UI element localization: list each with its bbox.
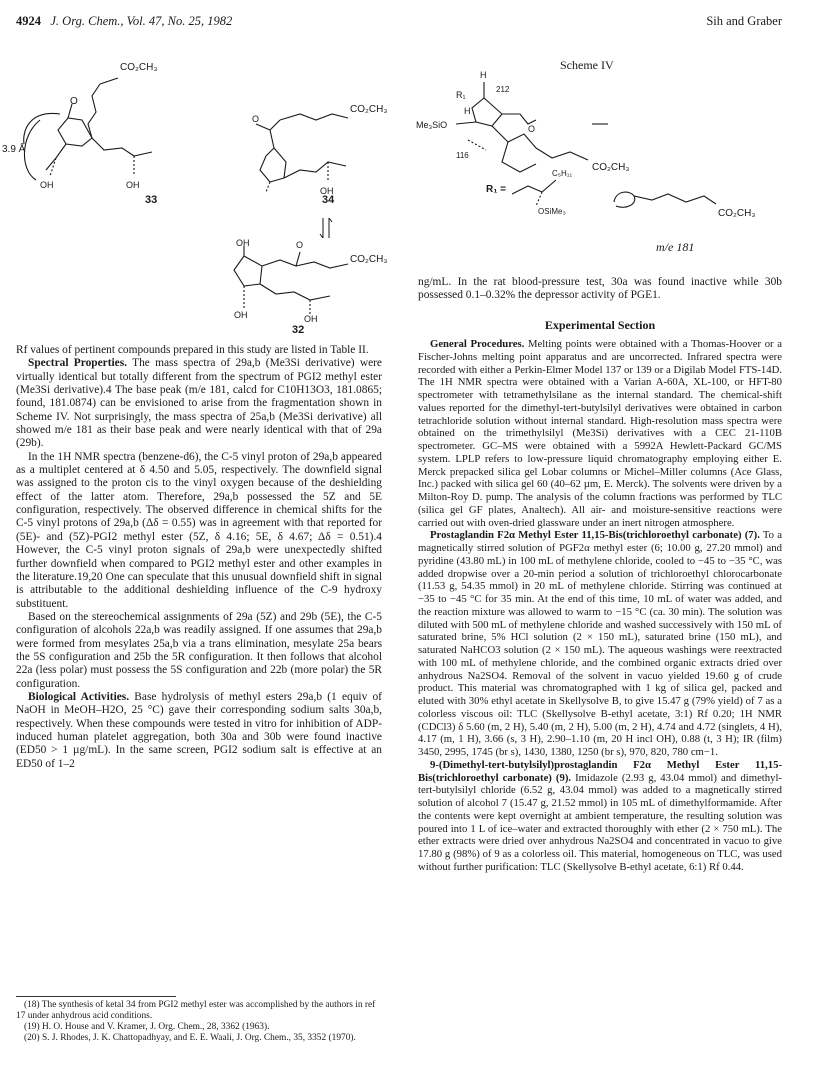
footnotes [16,1000,382,1044]
right-column [418,276,782,874]
ester-label: CO₂CH₃ [350,254,388,265]
h-label: H [464,106,471,116]
scheme-title: Scheme IV [560,58,614,72]
structure-33 [0,40,170,210]
compound-33-label: 33 [145,194,158,206]
structure-34 [220,90,410,200]
fragment-mass-label: m/e 181 [656,240,695,254]
running-header [16,14,232,29]
tms-ether-label: OSiMe₃ [538,207,566,216]
compound-32-label: 32 [292,324,305,336]
ring-oxygen-label: O [70,96,78,107]
paragraph [16,691,382,771]
mass-fragment-116: 116 [456,151,469,160]
r1-label: R₁ [456,90,466,100]
compound-34-label: 34 [322,194,335,206]
footnote: (20) S. J. Rhodes, J. K. Chattopadhyay, and E. E. Waali, J. Org. Chem., 35, 3352 (1970). [24,1033,356,1043]
ring-oxygen-label: O [252,114,260,124]
oh-label: OH [40,180,54,190]
r1-definition-label: R₁ = [486,184,506,195]
paragraph [418,338,782,529]
scheme-iv-structure [416,68,796,226]
paragraph-text: Melting points were obtained with a Thomas-Hoover or a Fischer-Johns melting point apparatus and are uncorrected. Infrared spectra were recorded with either a Perkin-Elmer Model 137 or 139 or a Digilab Model FTS-14D. The 1H NMR spectra were obtained with a Varian A-60A, XL-100, or HFT-80 spectrometer with tetramethylsilane as the internal standard. The chemical-shift values reported for the dimethyl-tert-butylsilyl derivatives were obtained in carbon tetrachloride solution without internal standard. High-resolution mass spectra were obtained on the trimethylsilyl (Me3Si) derivatives with a CEC 21-110B spectrometer. GC–MS were obtained with a 5992A Hewlett-Packard GC/MS system. LPLP refers to low-pressure liquid chromatography employing either E. Merck prepacked silica gel Lobar columns or Michel–Miller columns (Ace Glass, Inc.) packed with silica gel 60 (40–62 µm, E. Merck). The solvents were driven by a Milton-Roy D. pump. The analysis of the column fractions was performed by TLC (silica gel GF plates, Analtech). All air- and moisture-sensitive reactions were carried out with oven-dried glassware under an inert nitrogen atmosphere. [418,338,782,529]
paragraph: In the 1H NMR spectra (benzene-d6), the C-5 vinyl proton of 29a,b appeared as a multiplet centered at δ 4.50 and 5.05, respectively. The downfield signal was assigned to the proton cis to the vinyl oxygen because of the deshielding effect of the latter atom. Therefore, 29a,b possessed the 5Z and 5E configuration, respectively. The observed difference in chemical shifts for the C-5 vinyl protons of 29a,b (Δδ = 0.55) was in agreement with that reported for (5E)- and (5Z)-PGI2 methyl ester (5Z, δ 4.16; 5E, δ 4.67; Δδ = 0.51).4 However, the C-5 vinyl proton signals of 29a,b were unexpectedly shifted further downfield when compared to PGI2 methyl ester and other examples in the literature.19,20 One can speculate that this unusual downfield shift in signal is attributable to the additional deshielding influence of the C-9 hydroxy substituent. [16,450,382,610]
oh-label: OH [126,180,140,190]
ketone-oxygen-label: O [296,240,304,250]
journal-citation: J. Org. Chem., Vol. 47, No. 25, 1982 [50,14,233,28]
page-number: 4924 [16,14,41,28]
structure-32 [218,236,408,326]
oh-label: OH [234,310,248,320]
h-label: H [480,70,487,80]
paragraph-text: To a magnetically stirred solution of PGF2α methyl ester (6; 10.00 g, 27.20 mmol) and pyridine (43.80 mL) in 100 mL of methylene chloride, cooled to −45 to −35 °C, was added dropwise over a 20-min period a solution of trichloroethyl chlorocarbonate (11.53 g, 54.35 mmol) in 20 mL of methylene chloride. Stirring was continued at −35 to −45 °C for 35 min. At the end of this time, 10 mL of water was added, and the reaction mixture was allowed to warm to −15 °C (ca. 30 min). The solution was diluted with 500 mL of methylene chloride and washed successively with 150 mL of saturated brine, 5% HCl solution (2 × 150 mL), saturated brine (150 mL), and saturated NaHCO3 solution (2 × 150 mL). The aqueous washings were reextracted with 100 mL of methylene chloride, and the combined organic extracts dried over anhydrous Na2SO4. Removal of the solvent in vacuo yielded 19.60 g of crude product. This material was chromatographed with 1 kg of silica gel, packed and eluted with 30% ethyl acetate in Skellysolve B, to give 15.47 g (79% yield) of 7 as a colorless viscous oil: TLC (Skellysolve B-ethyl acetate, 3:1) Rf 0.20; 1H NMR (CDCl3) δ 5.60 (m, 2 H), 5.40 (m, 2 H), 5.00 (m, 2 H), 4.74 and 4.72 (singlets, 4 H), 4.17 (m, 1 H), 3.66 (s, 3 H), 2.90–1.10 (m, 20 H incl OH), 0.88 (t, 3 H); IR (film) 3450, 2995, 1745 (br s), 1430, 1380, 1250 (br s), 970, 820, 780 cm−1. [418,529,782,759]
oh-label: OH [320,186,334,196]
oh-label: OH [304,314,318,324]
paragraph: Based on the stereochemical assignments of 29a (5Z) and 29b (5E), the C-5 configuration of alcohols 22a,b was readily assigned. If one assumes that 29a,b were formed from mesylates 25a,b via a trans elimination, mesylate 25a bears the 5S configuration and 25b the 5R configuration. It then follows that alcohol 22a (less polar) must possess the 5S configuration and 22b (more polar) the 5R configuration. [16,610,382,690]
running-authors: Sih and Graber [706,14,782,28]
paragraph-text: Base hydrolysis of methyl esters 29a,b (1 equiv of NaOH in MeOH–H2O, 25 °C) gave their corresponding sodium salts 30a,b, respectively. When these compounds were tested in vitro for inhibition of ADP-induced human platelet aggregation, both 30a and 30b were found inactive (ED50 > 1 µg/mL). In the same screen, PGI2 sodium salt is effective at an ED50 of 1–2 [16,690,382,770]
paragraph: Rf values of pertinent compounds prepared in this study are listed in Table II. [16,344,369,356]
ring-oxygen-label: O [528,124,536,134]
paragraph-text: The mass spectra of 29a,b (Me3Si derivative) were virtually identical but totally different from the spectrum of PGI2 methyl ester (Me3Si derivative).4 The base peak (m/e 181, calcd for C10H13O3, 181.0865; found, 181.0874) can be envisioned to arise from the fragmentation shown in Scheme IV. Not surprisingly, the mass spectra of 25a,b (Me3Si derivative) all showed m/e 181 as their base peak and were nearly identical with that of 29a (29b). [16,357,382,450]
paragraph-text: Imidazole (2.93 g, 43.04 mmol) and dimethyl-tert-butylsilyl chloride (6.52 g, 43.04 mmol) was added to a magnetically stirred solution of alcohol 7 (15.47 g, 21.52 mmol) in 105 mL of dimethylformamide. After the contents were kept overnight at ambient temperature, the resulting solution was poured into 1 L of ice–water and extracted thoroughly with ether (2 × 750 mL). The ether extracts were dried over anhydrous Na2SO4 and concentrated in vacuo to give 17.80 g (98%) of 9 as a colorless oil. This material, homogeneous on TLC, was used without further purification: TLC (Skellysolve B-ethyl acetate, 6:1) Rf 0.44. [418,771,782,873]
ester-label: CO₂CH₃ [592,162,630,173]
paragraph: ng/mL. In the rat blood-pressure test, 30a was found inactive while 30b possessed 0.1–0.32% the depressor activity of PGE1. [418,276,782,302]
paragraph-heading: Prostaglandin F2α Methyl Ester 11,15-Bis(trichloroethyl carbonate) (7). [430,529,760,542]
paragraph [16,357,382,450]
distance-label: 3.9 Å [2,144,26,155]
oh-label: OH [236,238,250,248]
experimental-body [418,338,782,874]
footnote: (18) The synthesis of ketal 34 from PGI2 methyl ester was accomplished by the authors in ref 17 under anhydrous acid conditions. [16,1000,376,1021]
tms-ether-label: Me₃SiO [416,120,448,130]
section-title: Experimental Section [544,317,656,332]
footnote: (19) H. O. House and V. Kramer, J. Org. Chem., 28, 3362 (1963). [24,1022,270,1032]
ester-label: CO₂CH₃ [120,62,158,73]
paragraph-heading: 9-(Dimethyl-tert-butylsilyl)prostaglandin F2α Methyl Ester 11,15-Bis(trichloroethyl carbonate) (9). [418,758,782,784]
paragraph [418,759,782,874]
paragraph [418,529,782,759]
paragraph-heading: Biological Activities. [28,690,130,703]
left-column [16,344,382,771]
paragraph-heading: General Procedures. [430,338,525,351]
pentyl-label: C₅H₁₁ [552,169,573,178]
footnote-divider [16,996,176,997]
paragraph-heading: Spectral Properties. [28,357,128,370]
ester-label: CO₂CH₃ [350,104,388,115]
mass-fragment-212: 212 [496,85,510,94]
ester-label: CO₂CH₃ [718,208,756,219]
